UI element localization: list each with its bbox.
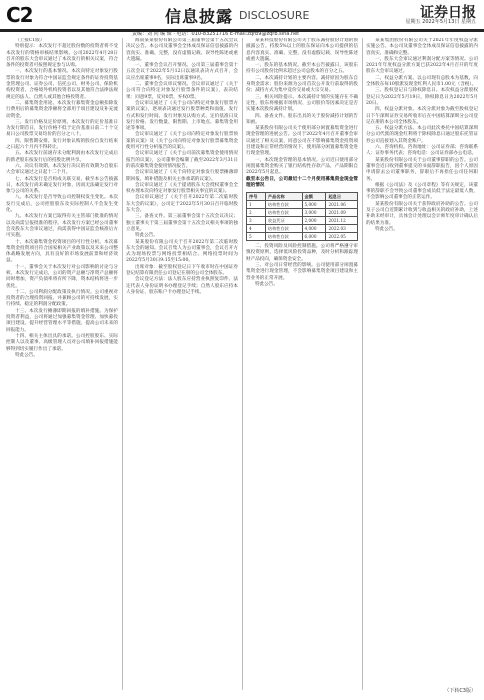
paragraph: 特此公告。 <box>255 281 278 287</box>
paragraph: 会议审议通过了《关于召开2022年第二次临时股东大会的议案》，公司定于2022年5月30日召开临时股东大会。 <box>126 195 238 214</box>
paragraph: 某某股份有限公司关于获得政府补助的公告。公司及子公司自近期累计收到与收益相关的政府补助，上述补助未经审计，具体会计处理以会计师年度审计确认后的结果为准。 <box>366 201 478 226</box>
table-cell: 4,000 <box>302 225 326 233</box>
editor-contact: 责编：刘 向 编 辑 · 电话：010-83251716 E-mail:zqrb9@zqrb.sina.net <box>132 31 300 37</box>
paragraph: 二、本次减持计划的主要内容。减持原因为股东自身资金需求；股份来源为公司首次公开发行前取得的股份；减持方式为集中竞价交易或大宗交易。 <box>246 75 358 94</box>
paragraph: 二、权益分派方案。以公司现有总股本为基数，向全体股东每10股派发现金红利人民币1.00元（含税）。 <box>366 75 478 88</box>
paragraph: 会议审议通过了《关于向特定对象发行股票摊薄即期回报、填补措施及相关主体承诺的议案》。 <box>126 170 238 182</box>
table-cell: 结构性存款 <box>265 201 302 209</box>
newspaper-masthead: 证券日报 <box>420 5 476 21</box>
table-cell: 1 <box>247 201 266 209</box>
paragraph: 一、股东大会审议通过利润分配方案等情况。公司2021年年度权益分派方案已获2022年4月召开的年度股东大会审议通过。 <box>366 56 478 75</box>
column-divider <box>242 38 243 690</box>
paragraph: 五、权益分派方法。本公司此次委托中国结算深圳分公司代派的现金红利将于除权除息日通过股东托管证券公司直接划入其资金账户。 <box>366 126 478 144</box>
paragraph: 某某科技股份有限公司关于股东减持股份计划的预披露公告。持股5%以上的股东保证向本公司提供的信息内容真实、准确、完整，没有虚假记载、误导性陈述或重大遗漏。 <box>246 38 358 62</box>
page-header <box>0 0 484 30</box>
table-cell: 6,000 <box>302 233 326 241</box>
table-cell: 收益凭证 <box>265 217 302 225</box>
paragraph: 十三、本次发行摊薄即期回报的填补措施。为保护投资者利益，公司将通过加强募集资金管理、加快募投项目建设、提升经营管理水平等措施，提高公司未来的回报能力。 <box>6 308 118 333</box>
table-cell: 3,000 <box>302 209 326 217</box>
paragraph: 会议审议通过了《关于公司向特定对象发行股票预案的议案》及《关于公司向特定对象发行股票募集资金使用可行性分析报告的议案》。 <box>126 132 238 151</box>
column-2 <box>126 38 238 690</box>
paragraph: 一、本次发行的基本情况。本次向特定对象发行股票的发行对象为符合中国证监会规定条件的证券投资基金管理公司、证券公司、信托公司、财务公司、保险机构投资者、合格境外机构投资者以及其他符合法律法规规定的法人、自然人或其他合格投资者。 <box>6 69 118 100</box>
table-cell: 2 <box>247 209 266 217</box>
paragraph: 七、本次发行是否构成关联交易。截至本公告披露日，本次发行尚未确定发行对象，因而无法确定发行对象与公司的关系。 <box>6 176 118 195</box>
paragraph: 五、本次发行前滚存未分配利润由本次发行完成后的新老股东按发行后的持股比例共享。 <box>6 151 118 163</box>
column-divider <box>362 38 363 690</box>
table-cell: 2022.05 <box>326 233 358 241</box>
table-cell: 2021.09 <box>326 209 358 217</box>
table-row <box>247 225 358 233</box>
paragraph: 会议审议通过了《关于提请股东大会授权董事会全权办理本次向特定对象发行股票相关事宜的议案》。 <box>126 182 238 195</box>
paragraph: 特此公告。 <box>15 352 38 358</box>
paragraph: 某某股份有限公司关于公司董事辞职的公告。公司董事会近日收到董事提交的书面辞职报告，因个人原因申请辞去公司董事职务，辞职后不再担任公司任何职务。 <box>366 157 478 182</box>
paragraph: 会议登记方法：法人股东应持营业执照复印件、法定代表人身份证明书办理登记手续；自然人股东应持本人身份证、股东账户卡办理登记手续。 <box>126 277 238 295</box>
table-cell: 结构性存款 <box>265 233 302 241</box>
table-header-cell: 序号 <box>247 193 266 201</box>
section-title-en: DISCLOSURE <box>239 8 310 22</box>
paragraph: 九、本次发行方案已取得有关主管部门批准的情况以及尚需呈报批准的程序。本次发行方案已经公司董事会及股东大会审议通过，尚需获得中国证监会核准后方可实施。 <box>6 214 118 239</box>
paragraph: 三、发行价格及定价原则。本次发行的定价基准日为发行期首日，发行价格不低于定价基准日前二十个交易日公司股票交易均价的百分之八十。 <box>6 119 118 138</box>
paragraph: 一、董事会会议召开情况。公司第三届董事会第十五次会议于2022年5月12日以通讯表决方式召开，会议应出席董事9名，实际出席董事9名。 <box>126 63 238 81</box>
paragraph: 出席对象：截至股权登记日下午收市时在中国证券登记结算有限责任公司登记在册的公司全体股东。 <box>126 264 238 276</box>
paragraph: 二、募集资金用途。本次发行募集资金总额扣除发行费用后的募集资金净额将全部用于项目建设及补充流动资金。 <box>6 100 118 119</box>
investment-table <box>246 192 358 241</box>
paragraph: 四、限售期安排。发行对象认购的股份自发行结束之日起六个月内不得转让。 <box>6 138 118 151</box>
paragraph: 四、权益分派对象。本次分派对象为截至股权登记日下午深圳证券交易所收市后在中国结算深圳分公司登记在册的本公司全体股东。 <box>366 107 478 125</box>
table-cell: 4 <box>247 225 266 233</box>
paragraph: 某某股份有限公司关于召开2022年第二次临时股东大会的通知。会议召集人为公司董事会，会议召开方式为现场投票与网络投票相结合。网络投票时间为2022年5月30日9:15至15:00。 <box>126 239 238 264</box>
paragraph: 三、备查文件。第三届董事会第十五次会议决议；独立董事关于第三届董事会第十五次会议相关事项的独立意见。 <box>126 214 238 232</box>
table-cell: 结构性存款 <box>265 225 302 233</box>
paragraph: 一、本次现金管理的基本情况。公司近日使用部分闲置募集资金购买了银行结构性存款产品，产品期限自2022年5月起息。 <box>246 157 358 176</box>
paragraph: 六、咨询机构。咨询地址：公司证券部；咨询联系人：证券事务代表；咨询电话：公司证券部办公电话。 <box>366 145 478 157</box>
paragraph: 二、董事会会议审议情况。会议审议通过了《关于公司符合向特定对象发行股票条件的议案》，表决结果：同意9票，反对0票，弃权0票。 <box>126 82 238 100</box>
paragraph: 三、对公司日常经营的影响。公司使用部分闲置募集资金进行现金管理，不会影响募集资金项目建设和主营业务的正常开展。 <box>246 263 358 281</box>
table-row <box>247 217 358 225</box>
paragraph: 会议审议通过了《关于公司前次募集资金使用情况报告的议案》，公司董事会编制了截至2022年3月31日的前次募集资金使用情况报告。 <box>126 151 238 169</box>
column-divider <box>122 38 123 690</box>
table-cell: 2021.12 <box>326 217 358 225</box>
paragraph: 十二、公司利润分配政策及执行情况。公司重视对投资者的合理投资回报，并兼顾公司的可持续发展，实行持续、稳定的利润分配政策。 <box>6 289 118 308</box>
paragraph: 某某股份有限公司关于使用部分闲置募集资金进行现金管理的进展公告。公司于2022年4月召开董事会审议通过了相关议案，同意公司在不影响募集资金投资项目建设和正常经营的情况下，使用部分闲置募集资金进行现金管理。 <box>246 126 358 157</box>
paragraph: 二、投资风险及风险控制措施。公司将严格遵守审慎投资原则，选择低风险投资品种，及时分析和跟踪理财产品投向，确保资金安全。 <box>246 244 358 262</box>
column-3 <box>246 38 358 690</box>
issue-date: 星期五 2022年5月13日 星期五 <box>405 19 476 25</box>
table-row <box>247 201 358 209</box>
section-title-cn: 信息披露 <box>165 6 234 26</box>
article-columns <box>6 38 478 690</box>
table-title: 截至本公告日，公司最近十二个月使用募集资金现金管理的情况 <box>246 176 358 188</box>
table-cell: 5,000 <box>302 201 326 209</box>
paragraph: 特别提示：本次发行不超过股份数的投资者将不受本次发行的资格审核结果影响。公司2022年4月28日召开的股东大会审议通过了本次发行的相关议案，符合条件的投资者可按照规定参与认购。 <box>6 44 118 69</box>
paragraph: 六、决议有效期。本次发行决议的有效期为自股东大会审议通过之日起十二个月。 <box>6 163 118 176</box>
paragraph: 会议审议通过了《关于公司向特定对象发行股票方案的议案》，逐项表决通过发行股票种类和面值、发行方式和发行时间、发行对象及认购方式、定价基准日及发行价格、发行数量、限售期、上市地点、募集资金用途等事项。 <box>126 100 238 132</box>
paragraph: 根据《公司法》及《公司章程》等有关规定，该董事的辞职不会导致公司董事会成员低于法定最低人数，不会影响公司董事会的正常运作。 <box>366 182 478 201</box>
table-cell: 2,000 <box>302 217 326 225</box>
table-cell: 结构性存款 <box>265 209 302 217</box>
page-number: C2 <box>6 3 33 27</box>
table-header-cell: 起息日 <box>326 193 358 201</box>
table-header-cell: 金额 <box>302 193 326 201</box>
paragraph: 特此公告。 <box>375 226 398 232</box>
table-cell: 5 <box>247 233 266 241</box>
paragraph: 十一、董事会关于本次发行对公司影响的讨论与分析。本次发行完成后，公司的资产总额与净资产总额将同时增加，资产负债率将有所下降，资本结构将进一步优化。 <box>6 264 118 289</box>
table-cell: 2021.06 <box>326 201 358 209</box>
continued-note: （下转C3版） <box>444 688 476 694</box>
paragraph: 三、股权登记日与除权除息日。本次权益分派股权登记日为2022年5月19日，除权除息日为2022年5月20日。 <box>366 88 478 106</box>
paragraph: （上接C1版） <box>15 38 45 43</box>
table-row <box>247 233 358 241</box>
column-4 <box>366 38 478 690</box>
paragraph: 某某集团股份有限公司关于2021年年度权益分派实施公告。本公司及董事会全体成员保证信息披露的内容真实、准确和完整。 <box>366 38 478 56</box>
paragraph: 海南某某股份有限公司第三届董事会第十五次会议决议公告。本公司及董事会全体成员保证信息披露的内容真实、准确、完整，没有虚假记载、误导性陈述或重大遗漏。 <box>126 38 238 62</box>
table-row <box>247 209 358 217</box>
paragraph: 特此公告。 <box>135 233 158 239</box>
paragraph: 一、股东的基本情况。截至本公告披露日，该股东持有公司股份比例未超过公司总股本的百分之五。 <box>246 63 358 75</box>
table-cell: 3 <box>247 217 266 225</box>
paragraph: 十四、相关主体出具的承诺。公司控股股东、实际控制人以及董事、高级管理人员对公司填补回报措施能够得到切实履行作出了承诺。 <box>6 333 118 352</box>
table-header-cell: 产品名称 <box>265 193 302 201</box>
paragraph: 十、本次募集资金投资项目的可行性分析。本次募集资金投资项目符合国家相关产业政策以及未来公司整体战略发展方向，具有良好的市场发展前景和经济效益。 <box>6 239 118 264</box>
paragraph: 三、相关风险提示。本次减持计划的实施存在不确定性，股东将根据市场情况、公司股价等因素决定是否实施本次股份减持计划。 <box>246 94 358 113</box>
paragraph: 八、本次发行是否导致公司控制权发生变化。本次发行完成后，公司控股股东及实际控制人不会发生变化。 <box>6 195 118 214</box>
table-cell: 2022.03 <box>326 225 358 233</box>
paragraph: 四、备查文件。股东出具的关于股份减持计划的告知函。 <box>246 113 358 125</box>
column-1 <box>6 38 118 690</box>
section-title <box>165 4 309 26</box>
